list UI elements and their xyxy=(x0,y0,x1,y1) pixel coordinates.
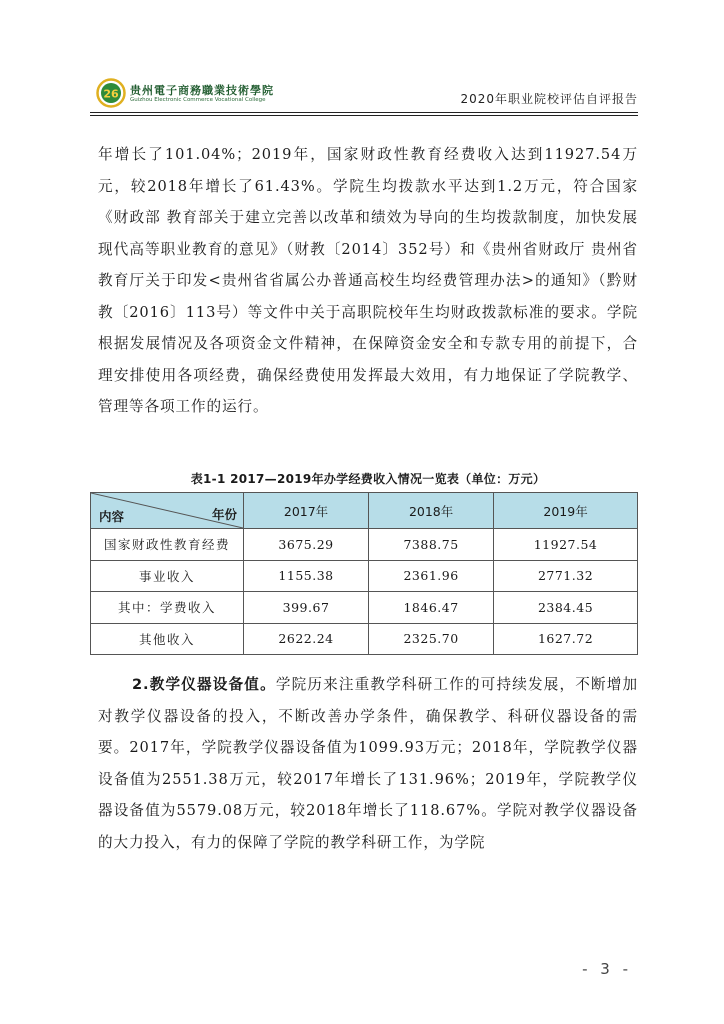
cell-value: 1846.47 xyxy=(369,592,494,624)
report-title: 2020年职业院校评估自评报告 xyxy=(460,92,638,106)
row-label: 国家财政性教育经费 xyxy=(91,529,244,561)
paragraph-equipment-text: 学院历来注重教学科研工作的可持续发展，不断增加对教学仪器设备的投入，不断改善办学条件，确保教学、科研仪器设备的需要。2017年，学院教学仪器设备值为1099.93万元；2018年，学院教学仪器设备值为2551.38万元，较2017年增长了131.96%；2019年，学院教学仪器设备值为5579.08万元，较2018年增长了118.67%。学院对教学仪器设备的大力投入，有力的保障了学院的教学科研工作，为学院 xyxy=(98,676,638,851)
year-header-2017: 2017年 xyxy=(244,493,369,529)
row-label: 其中：学费收入 xyxy=(91,592,244,624)
page-header xyxy=(90,70,638,114)
header-divider xyxy=(90,112,638,113)
section-heading: 2.教学仪器设备值。 xyxy=(132,676,276,693)
cell-value: 2771.32 xyxy=(494,560,638,592)
row-label: 其他收入 xyxy=(91,623,244,655)
paragraph-equipment xyxy=(98,669,638,858)
row-label: 事业收入 xyxy=(91,560,244,592)
table-header-row xyxy=(91,493,638,529)
school-name-cn: 贵州電子商務職業技術學院 xyxy=(130,84,274,97)
cell-value: 2325.70 xyxy=(369,623,494,655)
cell-value: 7388.75 xyxy=(369,529,494,561)
school-logo-icon xyxy=(96,78,126,108)
table-row xyxy=(91,592,638,624)
cell-value: 399.67 xyxy=(244,592,369,624)
funding-table xyxy=(90,492,638,655)
cell-value: 2361.96 xyxy=(369,560,494,592)
corner-label-year: 年份 xyxy=(211,507,237,522)
cell-value: 3675.29 xyxy=(244,529,369,561)
table-corner-cell xyxy=(91,493,244,529)
svg-text:26: 26 xyxy=(103,87,119,101)
cell-value: 2622.24 xyxy=(244,623,369,655)
table-caption: 表1-1 2017—2019年办学经费收入情况一览表（单位：万元） xyxy=(190,472,546,486)
year-header-2019: 2019年 xyxy=(494,493,638,529)
header-divider-thin xyxy=(90,115,638,116)
paragraph-funding: 年增长了101.04%；2019年，国家财政性教育经费收入达到11927.54万元，较2018年增长了61.43%。学院生均拨款水平达到1.2万元，符合国家《财政部 教育部关于建立完善以改革和绩效为导向的生均拨款制度，加快发展现代高等职业教育的意见》（财教〔2014〕352号）和《贵州省财政厅 贵州省教育厅关于印发<贵州省省属公办普通高校生均经费管理办法>的通知》（黔财教〔2016〕113号）等文件中关于高职院校年生均财政拨款标准的要求。学院根据发展情况及各项资金文件精神，在保障资金安全和专款专用的前提下，合理安排使用各项经费，确保经费使用发挥最大效用，有力地保证了学院教学、管理等各项工作的运行。 xyxy=(98,146,638,415)
cell-value: 2384.45 xyxy=(494,592,638,624)
table-row xyxy=(91,623,638,655)
school-name-en: Guizhou Electronic Commerce Vocational College xyxy=(130,97,266,103)
cell-value: 1155.38 xyxy=(244,560,369,592)
cell-value: 11927.54 xyxy=(494,529,638,561)
cell-value: 1627.72 xyxy=(494,623,638,655)
table-row xyxy=(91,560,638,592)
table-row xyxy=(91,529,638,561)
year-header-2018: 2018年 xyxy=(369,493,494,529)
page-number: - 3 - xyxy=(582,960,632,978)
corner-label-content: 内容 xyxy=(99,509,125,524)
